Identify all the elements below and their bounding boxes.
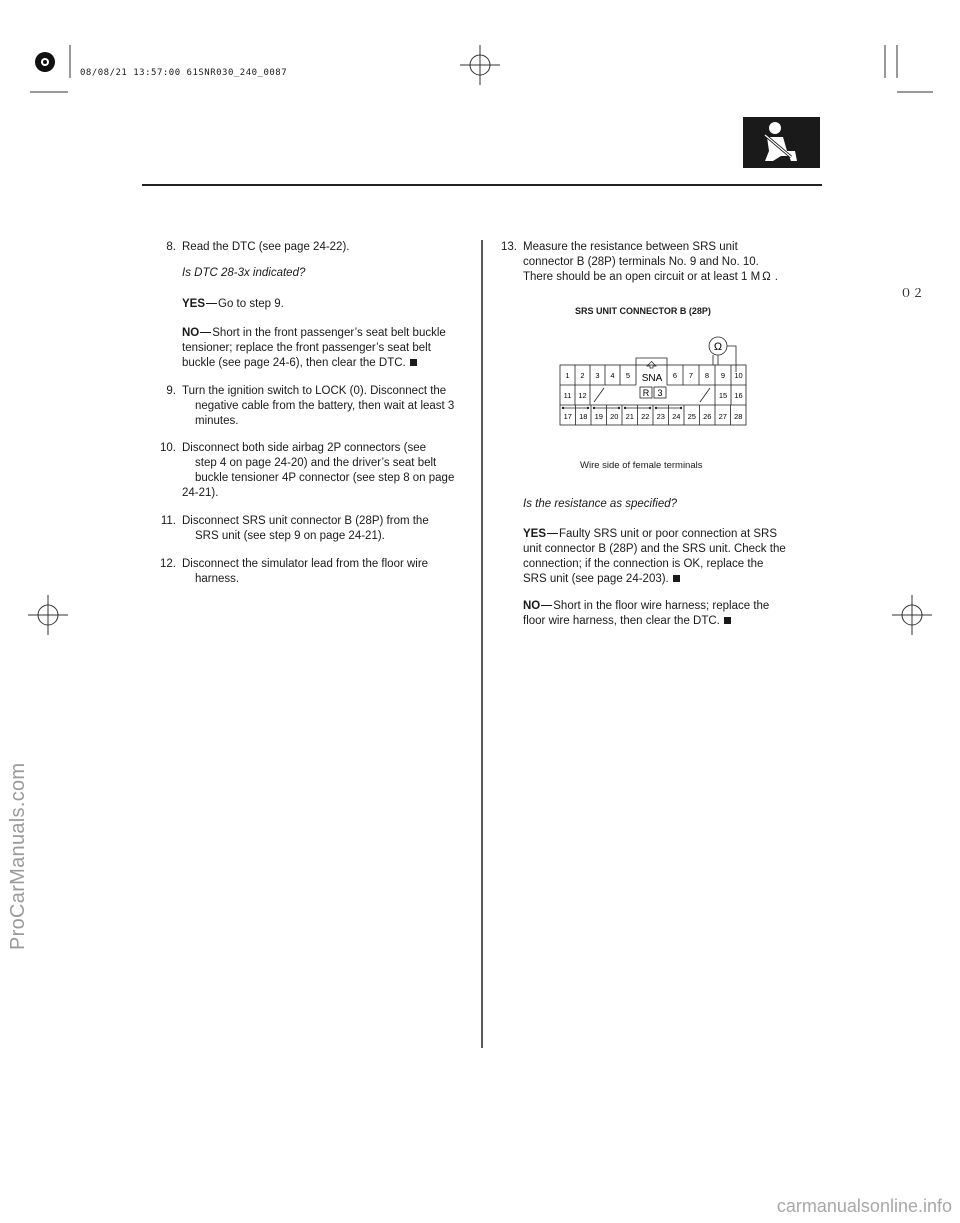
terminal-label: 2 [580,371,585,380]
ohm-meter-symbol: Ω [713,341,723,353]
seatbelt-person-icon [743,117,820,168]
terminal-label: 26 [703,412,712,421]
step-13: 13. Measure the resistance between SRS unit connector B (28P) terminals No. 9 and No. 10. There should be an open circuit or at least 1 M Ω . [501,241,778,283]
terminal-label: 24 [672,412,681,421]
terminal-label: 16 [734,391,743,400]
terminal-label: 22 [641,412,650,421]
seatbelt-icon-box [743,117,820,168]
side-watermark: ProCarManuals.com [7,762,29,950]
terminal-label: 27 [718,412,727,421]
terminal-label: 7 [688,371,694,380]
terminal-label: 6 [672,371,678,380]
page-mark: ０２ [900,286,925,300]
end-mark-icon [410,359,417,366]
terminal-label: 5 [625,371,631,380]
terminal-label: 28 [734,412,743,421]
step-11: 11. Disconnect SRS unit connector B (28P) from the SRS unit (see step 9 on page 24-21). [160,515,429,542]
connector-diagram-caption: Wire side of female terminals [580,460,703,471]
terminal-label: 9 [720,371,726,380]
question-13: Is the resistance as specified? [523,498,678,510]
terminal-label: 25 [687,412,696,421]
question-8: Is DTC 28-3x indicated? [182,267,306,279]
no-13: NO Short in the floor wire harness; replace the floor wire harness, then clear the DTC. [523,600,770,627]
terminal-label: 21 [625,412,634,421]
footer-watermark: carmanualsonline.info [776,1196,952,1216]
terminal-label: 19 [594,412,603,421]
terminal-label: 11 [563,391,572,400]
connector-diagram [550,325,760,435]
yes-13: YES Faulty SRS unit or poor connection at SRS unit connector B (28P) and the SRS unit. Check the connection; if the connection is OK, replace the SRS unit (see page 24-203). [523,528,786,585]
terminal-label: 15 [718,391,728,400]
no-8: NO Short in the front passenger’s seat belt buckle tensioner; replace the front passenger’s seat belt buckle (see page 24-6), then clear the DTC. [182,327,446,369]
three-label: 3 [657,388,663,398]
terminal-label: 17 [563,412,572,421]
terminal-label: 20 [610,412,619,421]
terminal-label: 23 [656,412,665,421]
r-label: R [642,388,650,398]
step-9: 9. Turn the ignition switch to LOCK (0). Disconnect the negative cable from the battery, then wait at least 3 minutes. [166,385,455,427]
connector-diagram-title: SRS UNIT CONNECTOR B (28P) [575,306,711,316]
key-label: SNA [641,373,663,384]
yes-8: YES Go to step 9. [182,298,284,310]
terminal-label: 12 [578,391,587,400]
print-stamp: 08/08/21 13:57:00 61SNR030_240_0087 [80,68,288,78]
step-8: 8. Read the DTC (see page 24-22). [166,241,350,253]
end-mark-icon [673,575,680,582]
terminal-label: 4 [610,371,615,380]
end-mark-icon [724,617,731,624]
ohm-symbol: Ω [762,271,771,283]
step-12: 12. Disconnect the simulator lead from the floor wire harness. [160,558,429,585]
terminal-label: 1 [565,371,570,380]
terminal-label: 18 [579,412,588,421]
terminal-label: 3 [595,371,600,380]
step-10: 10. Disconnect both side airbag 2P connectors (see step 4 on page 24-20) and the driver’s seat belt buckle tensioner 4P connector (see step 8 on page 24-21). [160,442,455,499]
terminal-label: 8 [704,371,710,380]
terminal-label: 10 [734,371,743,380]
